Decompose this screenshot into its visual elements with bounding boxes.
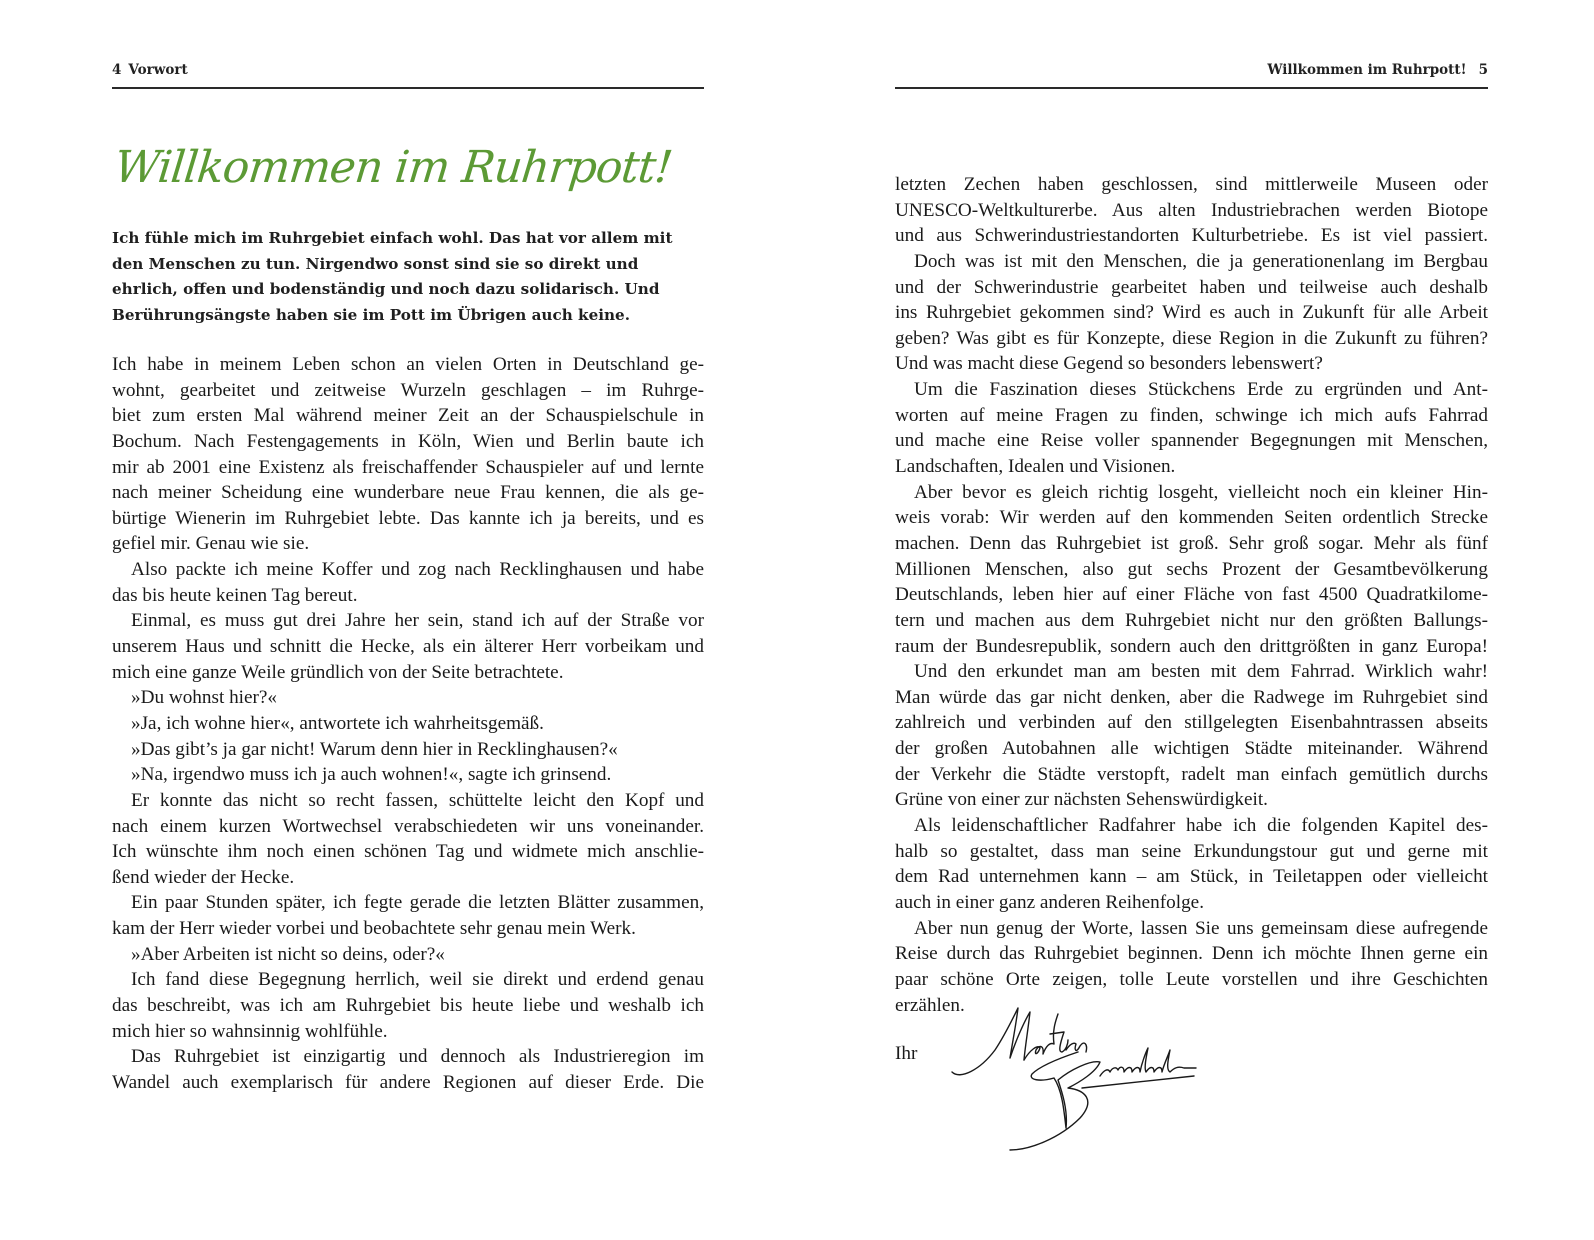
text-line: Man würde das gar nicht denken, aber die Radwege im Ruhrgebiet sind (895, 686, 1488, 708)
text-line: nach einem kurzen Wortwechsel verabschiedeten wir uns voneinander. (112, 815, 704, 837)
text-line: Also packte ich meine Koffer und zog nach Recklinghausen und habe (131, 559, 704, 581)
text-line: Aber bevor es gleich richtig losgeht, vielleicht noch ein kleiner Hin- (914, 481, 1488, 503)
text-line: tern und machen aus dem Ruhrgebiet nicht nur den größten Ballungs- (895, 609, 1488, 631)
text-line: UNESCO-Weltkulturerbe. Aus alten Industriebrachen werden Biotope (895, 199, 1488, 221)
text-line: Reise durch das Ruhrgebiet beginnen. Denn ich möchte Ihnen gerne ein (895, 943, 1488, 965)
text-line: Ein paar Stunden später, ich fegte gerade die letzten Blätter zusammen, (131, 892, 704, 914)
lead-line: Ich fühle mich im Ruhrgebiet einfach wohl. Das hat vor allem mit (112, 229, 673, 247)
running-head-left (112, 62, 704, 80)
text-line: Doch was ist mit den Menschen, die ja generationenlang im Bergbau (914, 250, 1488, 272)
text-line: gefiel mir. Genau wie sie. (112, 533, 310, 555)
lead-paragraph (112, 226, 704, 329)
header-rule-left (112, 87, 704, 89)
text-line: nach meiner Scheidung eine wunderbare neue Frau kennen, die als ge- (112, 482, 704, 504)
text-line: und aus Schwerindustriestandorten Kulturbetriebe. Es ist viel passiert. (895, 225, 1488, 247)
text-line: biet zum ersten Mal während meiner Zeit an der Schauspielschule in (112, 405, 704, 427)
signature-image (950, 1000, 1200, 1160)
body-text-right (895, 172, 1488, 1018)
text-line: Als leidenschaftlicher Radfahrer habe ich die folgenden Kapitel des- (914, 815, 1488, 837)
text-line: kam der Herr wieder vorbei und beobachtete sehr genau mein Werk. (112, 918, 636, 940)
lead-line: den Menschen zu tun. Nirgendwo sonst sind sie so direkt und (112, 254, 639, 273)
closing-salutation: Ihr (895, 1043, 918, 1064)
text-line: Ich wünschte ihm noch einen schönen Tag und widmete mich anschlie- (112, 841, 704, 863)
text-line: raum der Bundesrepublik, sondern auch den drittgrößten in ganz Europa! (895, 635, 1488, 657)
text-line: und der Schwerindustrie gearbeitet haben und teilweise auch deshalb (895, 276, 1488, 298)
text-line: Um die Faszination dieses Stückchens Erde zu ergründen und Ant- (914, 379, 1488, 401)
running-head-title-right: Willkommen im Ruhrpott! (1267, 62, 1467, 78)
text-line: Grüne von einer zur nächsten Sehenswürdigkeit. (895, 789, 1268, 811)
running-head-title-left: Vorwort (128, 62, 188, 78)
text-line: das beschreibt, was ich am Ruhrgebiet bis heute liebe und weshalb ich (112, 995, 704, 1017)
left-page (112, 0, 704, 1240)
text-line: worten auf meine Fragen zu finden, schwinge ich mich aufs Fahrrad (895, 404, 1488, 426)
text-line: mich eine ganze Weile gründlich von der Seite betrachtete. (112, 661, 564, 683)
text-line: Und den erkundet man am besten mit dem Fahrrad. Wirklich wahr! (914, 661, 1488, 683)
text-line: Landschaften, Idealen und Visionen. (895, 456, 1176, 478)
text-line: unserem Haus und schnitt die Hecke, als ein älterer Herr vorbeikam und (112, 636, 704, 658)
text-line: mich hier so wahnsinnig wohlfühle. (112, 1020, 388, 1042)
text-line: geben? Was gibt es für Konzepte, diese Region in die Zukunft zu führen? (895, 327, 1488, 349)
text-line: der Verkehr die Städte verstopft, radelt man einfach gemütlich durchs (895, 763, 1488, 785)
text-line: Bochum. Nach Festengagements in Köln, Wien und Berlin baute ich (112, 430, 704, 452)
text-line: Ich habe in meinem Leben schon an vielen Orten in Deutschland ge- (112, 354, 704, 375)
text-line: »Na, irgendwo muss ich ja auch wohnen!«, sagte ich grinsend. (131, 764, 612, 786)
text-line: letzten Zechen haben geschlossen, sind mittlerweile Museen oder (895, 174, 1488, 195)
text-line: Aber nun genug der Worte, lassen Sie uns gemeinsam diese aufregende (914, 917, 1488, 939)
text-line: Ich fand diese Begegnung herrlich, weil sie direkt und erdend genau (131, 969, 704, 991)
text-line: bürtige Wienerin im Ruhrgebiet lebte. Das kannte ich ja bereits, und es (112, 507, 704, 529)
text-line: mir ab 2001 eine Existenz als freischaffender Schauspieler auf und lernte (112, 456, 704, 478)
page-number-left: 4 (112, 62, 122, 78)
text-line: dem Rad unternehmen kann – am Stück, in Teiletappen oder vielleicht (895, 866, 1488, 888)
text-line: machen. Denn das Ruhrgebiet ist groß. Sehr groß sogar. Mehr als fünf (895, 532, 1488, 554)
text-line: Einmal, es muss gut drei Jahre her sein, stand ich auf der Straße vor (131, 610, 704, 632)
text-line: paar schöne Orte zeigen, tolle Leute vorstellen und ihre Geschichten (895, 968, 1488, 990)
text-line: zahlreich und verbinden auf den stillgelegten Eisenbahntrassen abseits (895, 712, 1488, 734)
text-line: ins Ruhrgebiet gekommen sind? Wird es auch in Zukunft für alle Arbeit (895, 302, 1488, 324)
text-line: wohnt, gearbeitet und zeitweise Wurzeln geschlagen – im Ruhrge- (112, 379, 704, 401)
text-line: Millionen Menschen, also gut sechs Prozent der Gesamtbevölkerung (895, 558, 1488, 580)
running-head-right (895, 62, 1488, 80)
text-line: Deutschlands, leben hier auf einer Fläche von fast 4500 Quadratkilome- (895, 584, 1488, 606)
text-line: und mache eine Reise voller spannender Begegnungen mit Menschen, (895, 430, 1488, 452)
right-page (895, 0, 1488, 1240)
text-line: der großen Autobahnen alle wichtigen Städte miteinander. Während (895, 738, 1488, 760)
text-line: weis vorab: Wir werden auf den kommenden Seiten ordentlich Strecke (895, 507, 1488, 529)
text-line: »Ja, ich wohne hier«, antwortete ich wahrheitsgemäß. (131, 712, 544, 734)
lead-line: ehrlich, offen und bodenständig und noch dazu solidarisch. Und (112, 280, 660, 299)
header-rule-right (895, 87, 1488, 89)
text-line: »Du wohnst hier?« (131, 687, 278, 709)
text-line: Wandel auch exemplarisch für andere Regionen auf dieser Erde. Die (112, 1071, 704, 1093)
text-line: Das Ruhrgebiet ist einzigartig und dennoch als Industrieregion im (131, 1046, 704, 1068)
text-line: ßend wieder der Hecke. (112, 866, 295, 888)
text-line: erzählen. (895, 994, 965, 1016)
lead-line: Berührungsängste haben sie im Pott im Übrigen auch keine. (112, 305, 630, 324)
text-line: »Aber Arbeiten ist nicht so deins, oder?« (131, 943, 445, 965)
chapter-title: Willkommen im Ruhrpott! (112, 142, 675, 193)
text-line: auch in einer ganz anderen Reihenfolge. (895, 891, 1204, 913)
body-text-left (112, 352, 704, 1096)
text-line: »Das gibt’s ja gar nicht! Warum denn hier in Recklinghausen?« (131, 738, 618, 760)
page-number-right: 5 (1478, 62, 1488, 78)
text-line: Er konnte das nicht so recht fassen, schüttelte leicht den Kopf und (131, 789, 704, 811)
text-line: halb so gestaltet, dass man seine Erkundungstour gut und gerne mit (895, 840, 1488, 862)
text-line: das bis heute keinen Tag bereut. (112, 584, 358, 606)
text-line: Und was macht diese Gegend so besonders lebenswert? (895, 353, 1323, 375)
